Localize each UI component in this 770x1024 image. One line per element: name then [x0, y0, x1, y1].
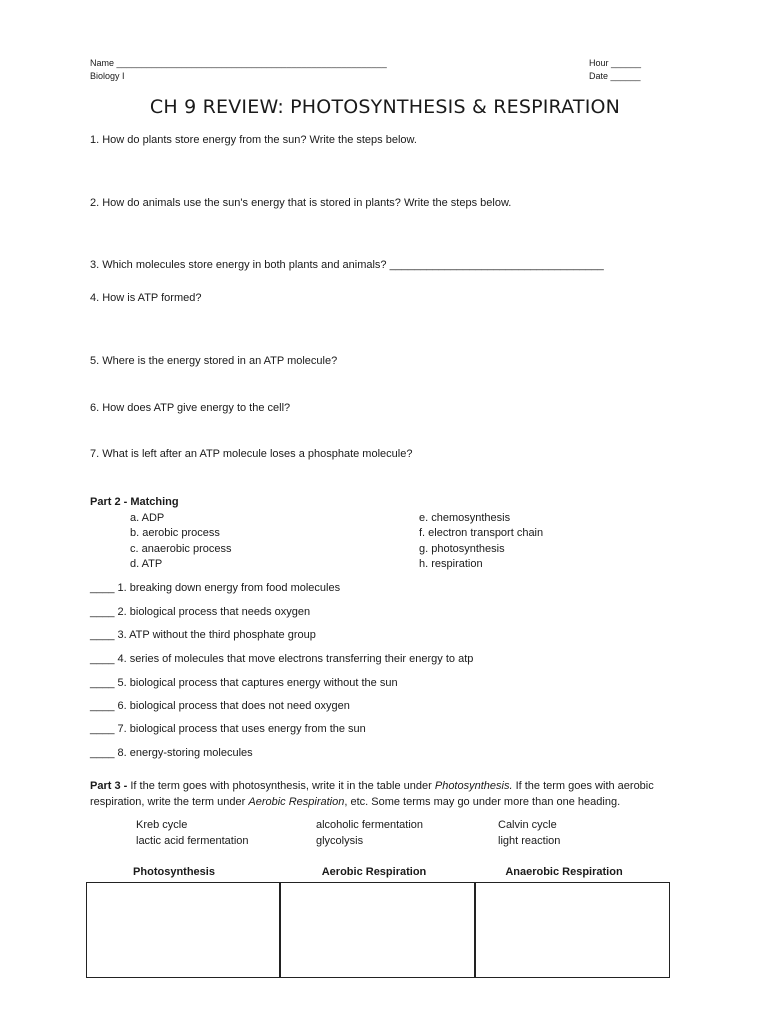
- course-label: Biology I: [90, 71, 125, 81]
- matching-item-4[interactable]: ____ 4. series of molecules that move electrons transferring their energy to atp: [90, 653, 474, 665]
- table-header-photosynthesis: Photosynthesis: [133, 866, 215, 878]
- matching-item-5[interactable]: ____ 5. biological process that captures energy without the sun: [90, 677, 398, 689]
- term-glycolysis: glycolysis: [316, 835, 364, 847]
- question-6: 6. How does ATP give energy to the cell?: [90, 402, 291, 414]
- hour-line[interactable]: Hour ______: [589, 58, 642, 68]
- date-line[interactable]: Date ______: [589, 71, 641, 81]
- option-h: h. respiration: [419, 558, 483, 570]
- part3-instr-b: If the term goes with aerobic: [512, 780, 654, 792]
- question-7: 7. What is left after an ATP molecule loses a phosphate molecule?: [90, 448, 413, 460]
- part3-instructions-line2: [90, 796, 620, 808]
- part3-instr-d: , etc. Some terms may go under more than one heading.: [344, 796, 621, 808]
- question-2: 2. How do animals use the sun's energy that is stored in plants? Write the steps below.: [90, 197, 512, 209]
- option-a: a. ADP: [130, 512, 165, 524]
- table-header-anaerobic: Anaerobic Respiration: [505, 866, 623, 878]
- term-light-reaction: light reaction: [498, 835, 561, 847]
- option-f: f. electron transport chain: [419, 527, 544, 539]
- question-1: 1. How do plants store energy from the sun? Write the steps below.: [90, 134, 417, 146]
- page-title: CH 9 REVIEW: PHOTOSYNTHESIS & RESPIRATION: [149, 96, 621, 118]
- part3-instr-a: If the term goes with photosynthesis, write it in the table under: [127, 780, 435, 792]
- matching-item-3[interactable]: ____ 3. ATP without the third phosphate group: [90, 629, 316, 641]
- table-cell-photosynthesis[interactable]: [86, 882, 281, 978]
- matching-item-7[interactable]: ____ 7. biological process that uses energy from the sun: [90, 723, 366, 735]
- term-calvin-cycle: Calvin cycle: [498, 819, 557, 831]
- matching-item-2[interactable]: ____ 2. biological process that needs oxygen: [90, 606, 311, 618]
- matching-item-6[interactable]: ____ 6. biological process that does not need oxygen: [90, 700, 350, 712]
- option-d: d. ATP: [130, 558, 163, 570]
- term-lactic-acid-fermentation: lactic acid fermentation: [136, 835, 249, 847]
- option-e: e. chemosynthesis: [419, 512, 511, 524]
- table-cell-aerobic[interactable]: [279, 882, 476, 978]
- part2-heading: Part 2 - Matching: [90, 496, 179, 508]
- option-c: c. anaerobic process: [130, 543, 232, 555]
- part3-instr-c: respiration, write the term under: [90, 796, 249, 808]
- option-g: g. photosynthesis: [419, 543, 505, 555]
- option-b: b. aerobic process: [130, 527, 220, 539]
- matching-item-1[interactable]: ____ 1. breaking down energy from food molecules: [90, 582, 341, 594]
- question-5: 5. Where is the energy stored in an ATP molecule?: [90, 355, 338, 367]
- part3-instr-em2: Aerobic Respiration: [248, 796, 345, 808]
- term-kreb-cycle: Kreb cycle: [136, 819, 188, 831]
- question-3: 3. Which molecules store energy in both plants and animals? ___________________________________: [90, 259, 604, 271]
- part3-heading: Part 3 -: [90, 780, 128, 792]
- part3-instr-em1: Photosynthesis.: [434, 780, 513, 792]
- name-line[interactable]: Name ______________________________________________________: [90, 58, 387, 68]
- question-4: 4. How is ATP formed?: [90, 292, 202, 304]
- matching-item-8[interactable]: ____ 8. energy-storing molecules: [90, 747, 253, 759]
- term-alcoholic-fermentation: alcoholic fermentation: [316, 819, 424, 831]
- part3-instructions-line1: [90, 780, 654, 792]
- table-header-aerobic: Aerobic Respiration: [321, 866, 427, 878]
- table-cell-anaerobic[interactable]: [474, 882, 670, 978]
